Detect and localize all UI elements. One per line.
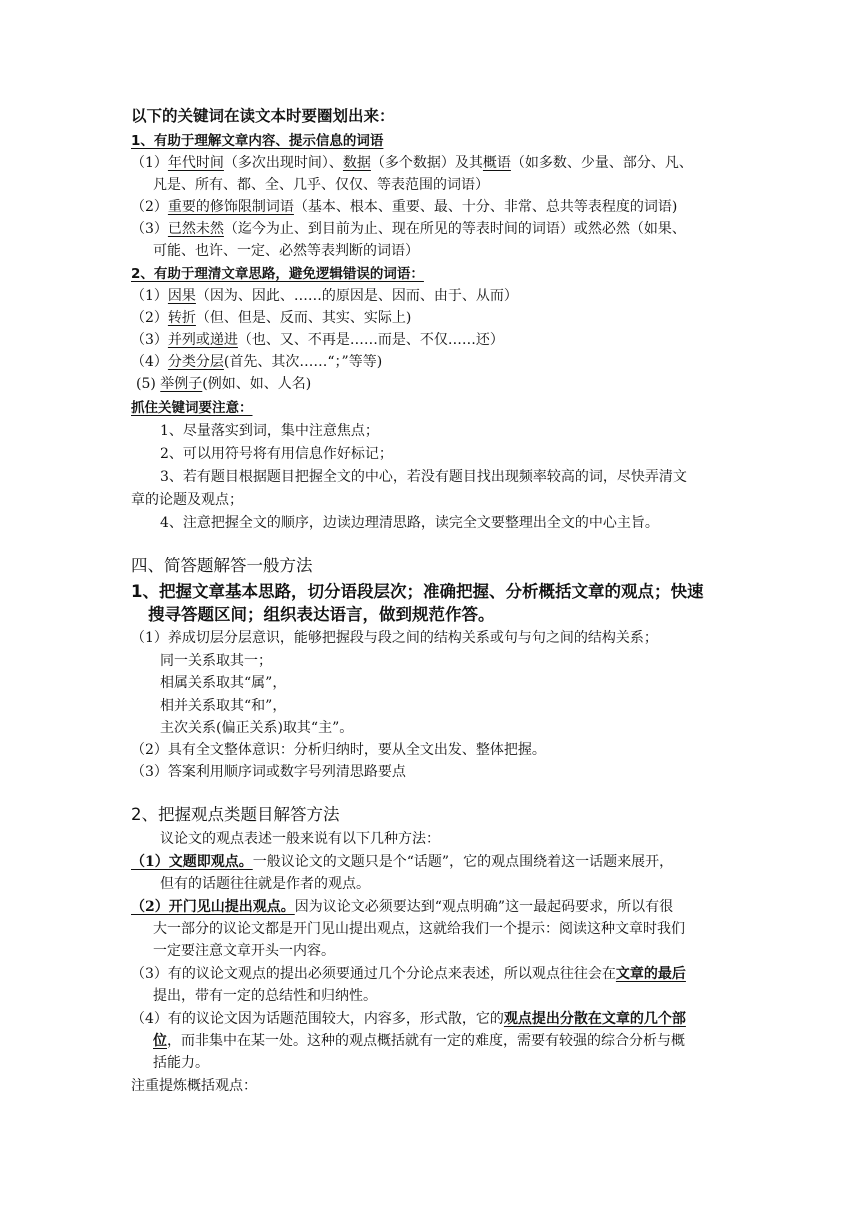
part2-method-a-cont: 但有的话题往往就是作者的观点。 xyxy=(160,876,370,892)
s1-item-1 xyxy=(131,153,693,173)
part2-method-c xyxy=(131,964,686,984)
part4-point-1c: 相并关系取其“和”， xyxy=(160,698,287,714)
section-1-title: 1、有助于理解文章内容、提示信息的词语 xyxy=(131,133,384,149)
s2-item-1-key: 因果 xyxy=(167,288,196,304)
s1-item-1-text1: （多次出现时间）、 xyxy=(223,155,343,171)
note-2: 2、可以用符号将有用信息作好标记； xyxy=(160,446,393,462)
s2-item-2-key: 转折 xyxy=(167,310,196,326)
s1-item-2-key: 重要的修饰限制词语 xyxy=(167,199,294,215)
notes-title: 抓住关键词要注意： xyxy=(131,400,253,416)
part2-method-a-text: 一般议论文的文题只是个“话题”，它的观点围绕着这一话题来展开， xyxy=(252,854,674,870)
s1-item-1-key1: 年代时间 xyxy=(167,155,224,171)
part2-method-d-text2: ，而非集中在某一处。这种的观点概括就有一定的难度，需要有较强的综合分析与概 xyxy=(167,1033,685,1049)
s1-item-3-key: 已然未然 xyxy=(167,221,224,237)
s2-item-3-text: （也、又、不再是……而是、不仅……还） xyxy=(237,332,504,348)
part2-intro: 议论文的观点表述一般来说有以下几种方法： xyxy=(160,831,440,847)
s2-item-2 xyxy=(131,308,411,328)
s2-item-4-num: （4） xyxy=(131,354,168,370)
s2-item-3 xyxy=(131,330,504,350)
s1-item-1-key3: 概语 xyxy=(482,155,511,171)
s1-item-3 xyxy=(131,219,686,239)
s2-item-4 xyxy=(131,352,382,372)
note-3: 3、若有题目根据题目把握全文的中心，若没有题目找出现频率较高的词，尽快弄清文 xyxy=(160,469,687,485)
part2-method-d-key2: 位 xyxy=(153,1033,167,1049)
s2-item-5-key: 举例子 xyxy=(160,376,203,392)
s1-item-3-cont: 可能、也许、一定、必然等表判断的词语） xyxy=(153,243,419,259)
s1-item-1-key2: 数据 xyxy=(342,155,371,171)
s2-item-5-text: (例如、如、人名) xyxy=(202,376,312,392)
part2-closing: 注重提炼概括观点： xyxy=(131,1078,257,1094)
part4-point-1a: 同一关系取其一； xyxy=(160,653,272,669)
note-4: 4、注意把握全文的顺序，边读边理清思路，读完全文要整理出全文的中心主旨。 xyxy=(160,515,659,531)
part2-method-b-key: （2）开门见山提出观点。 xyxy=(131,899,295,915)
s1-item-1-text2: （多个数据）及其 xyxy=(370,155,483,171)
section-2-title: 2、有助于理清文章思路，避免逻辑错误的词语： xyxy=(131,266,424,282)
part2-method-d xyxy=(131,1009,686,1029)
part4-title: 四、简答题解答一般方法 xyxy=(131,556,313,575)
s2-item-3-key: 并列或递进 xyxy=(167,332,238,348)
part4-point-1d: 主次关系(偏正关系)取其“主”。 xyxy=(160,720,354,736)
page-heading: 以下的关键词在读文本时要圈划出来： xyxy=(131,107,395,125)
s1-item-3-num: （3） xyxy=(131,221,168,237)
s2-item-1-text: （因为、因此、……的原因是、因而、由于、从而） xyxy=(195,288,518,304)
part4-method-1-cont: 搜寻答题区间；组织表达语言，做到规范作答。 xyxy=(148,605,495,624)
part2-title: 2、把握观点类题目解答方法 xyxy=(131,805,340,824)
part4-point-2: （2）具有全文整体意识：分析归纳时，要从全文出发、整体把握。 xyxy=(131,742,546,758)
part2-method-b-cont1: 大一部分的议论文都是开门见山提出观点，这就给我们一个提示：阅读这种文章时我们 xyxy=(153,921,685,937)
part2-method-c-key: 文章的最后 xyxy=(615,966,686,982)
s2-item-4-text: (首先、其次……“；”等等) xyxy=(223,354,383,370)
part2-method-a xyxy=(131,852,673,872)
s2-item-2-num: （2） xyxy=(131,310,168,326)
part4-point-1: （1）养成切层分层意识，能够把握段与段之间的结构关系或句与句之间的结构关系； xyxy=(131,630,658,646)
s1-item-2 xyxy=(131,197,677,217)
part4-method-1: 1、把握文章基本思路，切分语段层次；准确把握、分析概括文章的观点；快速 xyxy=(131,582,704,601)
s1-item-3-text: （迄今为止、到目前为止、现在所见的等表时间的词语）或然必然（如果、 xyxy=(223,221,686,237)
part2-method-b-text: 因为议论文必须要达到“观点明确”这一最起码要求，所以有很 xyxy=(294,899,674,915)
s2-item-5 xyxy=(136,374,311,394)
part2-method-d-cont2: 括能力。 xyxy=(153,1055,209,1071)
s2-item-3-num: （3） xyxy=(131,332,168,348)
s1-item-2-num: （2） xyxy=(131,199,168,215)
part2-method-c-cont: 提出，带有一定的总结性和归纳性。 xyxy=(153,988,377,1004)
s2-item-2-text: （但、但是、反而、其实、实际上) xyxy=(195,310,412,326)
s2-item-1-num: （1） xyxy=(131,288,168,304)
s2-item-4-key: 分类分层 xyxy=(167,354,224,370)
part2-method-d-cont1 xyxy=(153,1031,685,1051)
note-3-cont: 章的论题及观点； xyxy=(131,492,243,508)
s1-item-1-cont: 凡是、所有、都、全、几乎、仅仅、等表范围的词语） xyxy=(153,177,489,193)
s1-item-1-num: （1） xyxy=(131,155,168,171)
s2-item-1 xyxy=(131,286,518,306)
part4-point-1b: 相属关系取其“属”， xyxy=(160,675,287,691)
s1-item-2-text: （基本、根本、重要、最、十分、非常、总共等表程度的词语) xyxy=(293,199,678,215)
part2-method-a-key: （1）文题即观点。 xyxy=(131,854,253,870)
part2-method-d-text: （4）有的议论文因为话题范围较大，内容多，形式散，它的 xyxy=(131,1011,504,1027)
s2-item-5-num: (5) xyxy=(136,376,161,392)
part2-method-b-cont2: 一定要注意文章开头一内容。 xyxy=(153,943,335,959)
part2-method-c-text: （3）有的议论文观点的提出必须要通过几个分论点来表述，所以观点往往会在 xyxy=(131,966,616,982)
part4-point-3: （3）答案利用顺序词或数字号列清思路要点 xyxy=(131,764,406,780)
s1-item-1-text3: （如多数、少量、部分、凡、 xyxy=(510,155,693,171)
part2-method-d-key: 观点提出分散在文章的几个部 xyxy=(503,1011,686,1027)
note-1: 1、尽量落实到词，集中注意焦点； xyxy=(160,423,379,439)
part2-method-b xyxy=(131,897,673,917)
